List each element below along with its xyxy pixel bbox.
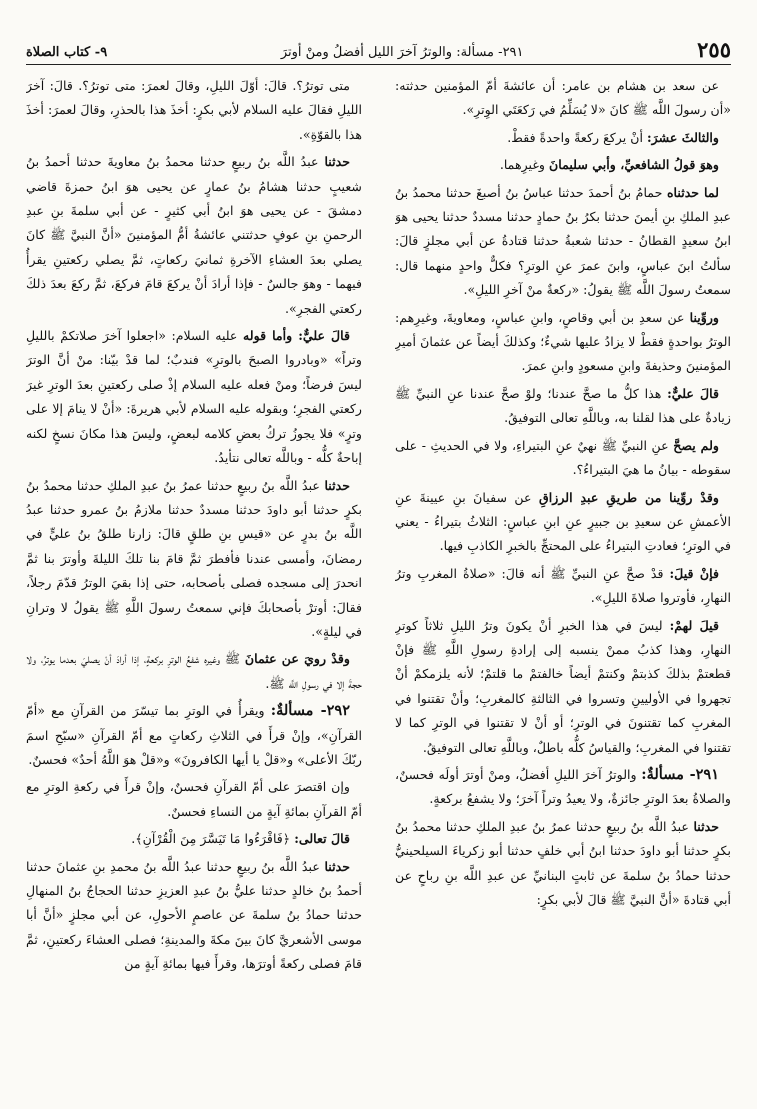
paragraph xyxy=(26,324,362,470)
page-header xyxy=(26,34,731,60)
paragraph xyxy=(395,434,731,483)
bold-lead: حدثنا xyxy=(324,154,350,170)
paragraph xyxy=(26,74,362,147)
bold-lead: وقدْ روِّينا من طريقِ عبدِ الرزاقِ xyxy=(538,489,719,505)
header-rule xyxy=(26,64,731,65)
paragraph-text: عن سفيانَ بنِ عيينةَ عنِ الأعمشِ عن سعيدِ بن جبيرٍ عنِ ابنِ عباسٍ: الثلاثُ بتيراءُ - يعني في الوترِ؛ فعادتِ البتيراءُ على المحتجِّ بالخبرِ الكاذبِ فيها. xyxy=(395,489,731,554)
paragraph xyxy=(395,815,731,913)
bold-lead: لما حدثناه xyxy=(666,184,719,200)
paragraph-text: عن سعدِ بن أبي وقاصٍ، وابنِ عباسٍ، ومعاويةَ، وغيرِهم: الوترُ بواحدةٍ فقطْ لا يزادُ عليها شيءٌ؛ وكذلكَ أيضاً عن عثمانَ أميرِ المؤمنينَ وحذيفةَ وابنِ مسعودٍ وابنِ عمرَ. xyxy=(395,309,731,374)
paragraph-text: هذا كلُّ ما صحَّ عندنا؛ ولوْ صحَّ عندنا عنِ النبيِّ ﷺ زيادةٌ على هذا لقلنا به، وباللَّهِ تعالى التوفيقُ. xyxy=(395,385,731,426)
page-number: ٢٥٥ xyxy=(697,37,731,62)
paragraph-text: ﷺ وغيره شفعُ الوترِ بركعةٍ، إذا أرادَ أنْ يصليَ بعدما يوترُ، ولا حجةَ إلا في رسولِ اللَّه ﷺ. xyxy=(26,651,362,691)
paragraph xyxy=(395,126,731,150)
paragraph-text: وإن اقتصرَ على أمّ القرآنِ فحسنٌ، وإنْ قرأَ في ركعةِ الوترِ مع أمّ القرآنِ بمائةِ آيةٍ من النساءِ فحسنٌ. xyxy=(26,779,362,819)
paragraph xyxy=(26,775,362,824)
paragraph xyxy=(395,153,731,177)
paragraph-text: عن سعد بن هشام بن عامر: أن عائشةَ أمّ المؤمنين حدثته: «أن رسولَ اللَّه ﷺ كانَ «لا يُسَلِّمُ في رَكعَتَي الوِترِ». xyxy=(395,78,731,118)
bold-lead: فإنْ قيلَ: xyxy=(669,565,719,581)
bold-lead: وروِّينا xyxy=(689,309,719,325)
paragraph xyxy=(395,614,731,760)
bold-lead: وهوَ قولُ الشافعيِّ، وأبي سليمانَ xyxy=(549,157,719,173)
bold-lead: قالَ تعالى: xyxy=(294,831,350,847)
paragraph xyxy=(395,74,731,123)
paragraph-text: حمامُ بنُ أحمدَ حدثنا عباسُ بنُ أصبغَ حدثنا محمدُ بنُ عبدِ الملكِ بنِ أيمنَ حدثنا بكرُ بنُ حمادٍ حدثنا مسددٌ حدثنا يحيى هوَ ابنُ سعيدٍ القطانُ - حدثنا شعبةُ حدثنا قتادةُ عن أبي مجلزٍ قالَ: سألتُ ابنَ عباسٍ، وابنَ عمرَ عنِ الوترِ؟ فكلٌّ واحدٍ منهما قال: سمعتُ رسولَ اللَّه ﷺ يقولُ: «ركعةٌ منْ آخرِ الليلِ». xyxy=(395,184,731,298)
right-column xyxy=(395,74,731,1091)
paragraph-text: عبدُ اللَّه بنُ ربيعٍ حدثنا عمرُ بنُ عبدِ الملكِ حدثنا محمدُ بنُ بكرٍ حدثنا أبو داودَ حدثنا ابنُ أبي خلفٍ حدثنا أبو زكرياءَ السيلحينيُّ حدثنا حمادُ بنُ سلمةَ عن ثابتٍ البنانيِّ عن عبدِ اللَّه بنِ رباحٍ عن أبي قتادةَ «أنَّ النبيَّ ﷺ قالَ لأبي بكرٍ: xyxy=(395,818,731,907)
bold-lead: والثالثَ عشرَ: xyxy=(647,129,719,145)
bold-lead: قيلَ لهمْ: xyxy=(669,617,719,633)
paragraph xyxy=(26,699,362,772)
paragraph-text: أنْ يركعَ ركعةً واحدةً فقطْ. xyxy=(507,129,647,145)
paragraph xyxy=(395,486,731,559)
paragraph xyxy=(395,306,731,379)
paragraph xyxy=(395,181,731,303)
paragraph-text: عبدُ اللَّه بنُ ربيعٍ حدثنا محمدُ بنُ معاويةَ حدثنا أحمدُ بنُ شعيبٍ حدثنا هشامُ بنُ عمارٍ عن يحيى هوَ ابنُ حمزةَ قاضي دمشقَ - عن يحيى هوَ ابنُ أبي كثيرٍ - عن أبي سلمةَ بنِ عبدِ الرحمنِ بنِ عوفٍ حدثتني عائشةُ أمُّ المؤمنينَ «أنَّ النبيَّ ﷺ كانَ يصلي بعدَ العشاءِ الآخرةِ ثمانيَ ركعاتٍ، ثمَّ يصلي ركعتينِ يقرأُ فيهما - وهوَ جالسٌ - فإذا أرادَ أنْ يركعَ قامَ فركعَ، ثمَّ ركعَ بعدَ ذلكَ ركعتي الفجرِ». xyxy=(26,154,362,316)
paragraph xyxy=(26,855,362,977)
paragraph-text: والوترُ آخرَ الليلِ أفضلُ، ومنْ أوترَ أولَه فحسنٌ، والصلاةُ بعدَ الوترِ جائزةٌ، ولا يعيدُ وتراً آخرَ؛ ولا يشفعُ بركعةٍ. xyxy=(395,766,731,807)
paragraph-text: عليه السلام: «اجعلوا آخرَ صلاتكمْ بالليلِ وتراً» «وبادروا الصبحَ بالوترِ» فندبٌ؛ لما قدْ بيّنا: منْ أنَّ الوترَ ليسَ فرضاً؛ ومنْ فعله عليه السلام إذْ صلى ركعتينِ بعدَ الوترِ غيرَ ركعتي الفجرِ؛ وبقوله عليه السلام لأبي هريرةَ: «أنْ لا ينامَ إلا على وترٍ» فلا يجوزُ تركُ بعضِ كلامه لبعضٍ، وليسَ هذا مكانَ نسخٍ لكنه إباحةٌ كلُّه - وباللَّه تعالى نتأيدُ. xyxy=(26,328,362,466)
paragraph-text: عبدُ اللَّه بنُ ربيعٍ حدثنا عمرُ بنُ عبدِ الملكِ حدثنا محمدُ بنُ بكرٍ حدثنا أبو داودَ حدثنا مسددٌ حدثنا ملازمُ بنُ عمرو حدثنا عبدُ اللَّه بنُ بدرٍ عن «قيسِ بنِ طلقٍ قالَ: زارنا طلقُ بنُ عليٍّ في رمضانَ، وأمسى عندنا فأفطرَ ثمَّ قامَ بنا تلكَ الليلةَ وأوترَ بنا ثمَّ انحدرَ إلى مسجده فصلى بأصحابه، حتى إذا بقيَ الوترُ قدّمَ رجلاً، فقالَ: أوترْ بأصحابكَ فإني سمعتُ رسولَ اللَّهِ ﷺ يقولُ لا وترانِ في ليلةٍ». xyxy=(26,477,362,639)
bold-lead: قالَ عليٌّ: xyxy=(667,385,719,401)
paragraph xyxy=(26,474,362,645)
paragraph-text: عنِ النبيِّ ﷺ نهيٌ عنِ البتيراءِ، ولا في الحديثِ - على سقوطه - بيانُ ما هيَ البتيراءُ؟. xyxy=(395,437,731,478)
paragraph xyxy=(26,827,362,851)
paragraph xyxy=(395,382,731,431)
paragraph xyxy=(395,562,731,611)
bold-lead: ولم يصحَّ xyxy=(673,437,719,453)
bold-lead: حدثنا xyxy=(324,858,350,874)
bold-lead: وقدْ رويَ عن عثمانَ xyxy=(244,651,350,667)
paragraph-text: ليسَ في هذا الخبرِ أنْ يكونَ وترُ الليلِ ثلاثاً كوترِ النهارِ، وهذا كذبُ ممنْ ينسبه إلى إرادةِ رسولِ اللَّهِ ﷺ فإنْ قطعتمْ بذلكَ كذبتمْ وكنتمْ أيضاً خالفتمْ ما قلتمْ؛ لأنه يلزمكمْ أنْ تجهروا في الأوليينِ وتسروا في الثالثةِ كالمغربِ؛ وأنْ تقتنوا في المغربِ كما تقتنونَ في الوترِ؛ أو أنْ لا تقتنوا في الوترِ كما لا تقتنوا في المغربِ؛ والقياسُ كلُّه باطلٌ، وباللَّهِ تعالى التوفيقُ. xyxy=(395,617,731,755)
paragraph-text: متى توترُ؟. قالَ: أوّلَ الليلِ، وقالَ لعمرَ: متى توترُ؟. قالَ: آخرَ الليلِ فقالَ عليه السلام لأبي بكرٍ: أخذَ هذا بالحذرِ، وقالَ لعمرَ: أخذَ هذا بالقوّةِ». xyxy=(26,78,362,142)
paragraph xyxy=(26,647,362,696)
paragraph-text: قدْ صحَّ عنِ النبيِّ ﷺ أنه قالَ: «صلاةُ المغربِ وترُ النهارِ، فأوتروا صلاةَ الليلِ». xyxy=(395,565,731,606)
section-heading: ٢٩٢- مسألةٌ: xyxy=(270,702,351,720)
running-title: ٢٩١- مسألة: والوترُ آخرَ الليل أفضلُ ومنْ أوترَ xyxy=(280,44,524,60)
paragraph xyxy=(395,763,731,812)
bold-lead: حدثنا xyxy=(693,818,719,834)
section-heading: ٢٩١- مسألةٌ: xyxy=(641,765,719,783)
paragraph-text: ﴿فَاقْرَءُوا مَا تَيَسَّرَ مِنَ الْقُرْآنِ﴾. xyxy=(131,831,295,847)
paragraph xyxy=(26,150,362,321)
paragraph-text: ويقرأُ في الوترِ بما تيسّرَ من القرآنِ مع «أمّ القرآنِ»، وإنْ قرأَ في الثلاثِ ركعاتٍ مع أمّ القرآنِ «سبّحِ اسمَ ربّكَ الأعلى» و«قلْ يا أيها الكافرونَ» و«قلْ هوَ اللَّهُ أحدٌ» فحسنٌ. xyxy=(26,703,362,767)
paragraph-text: عبدُ اللَّه بنُ ربيعٍ حدثنا عبدُ اللَّه بنُ محمدِ بنِ عثمانَ حدثنا أحمدُ بنُ خالدٍ حدثنا عليُّ بنُ عبدِ العزيزِ حدثنا الحجاجُ بنُ المنهالِ حدثنا حمادُ بنُ سلمةَ عن عاصمٍ الأحولِ، عن أبي مجلزٍ «أنَّ أبا موسى الأشعريَّ كانَ بينَ مكةَ والمدينةِ؛ فصلى العشاءَ ركعتينِ، ثمَّ قامَ فصلى ركعةً أوترَها، وقرأَ فيها بمائةِ آيةٍ من xyxy=(26,858,362,972)
left-column xyxy=(26,74,362,1091)
book-title: ٩- كتاب الصلاة xyxy=(26,44,108,60)
bold-lead: قالَ عليٌّ: وأما قوله xyxy=(243,328,350,344)
paragraph-text: وغيرِهما. xyxy=(499,157,550,173)
bold-lead: حدثنا xyxy=(324,477,350,493)
